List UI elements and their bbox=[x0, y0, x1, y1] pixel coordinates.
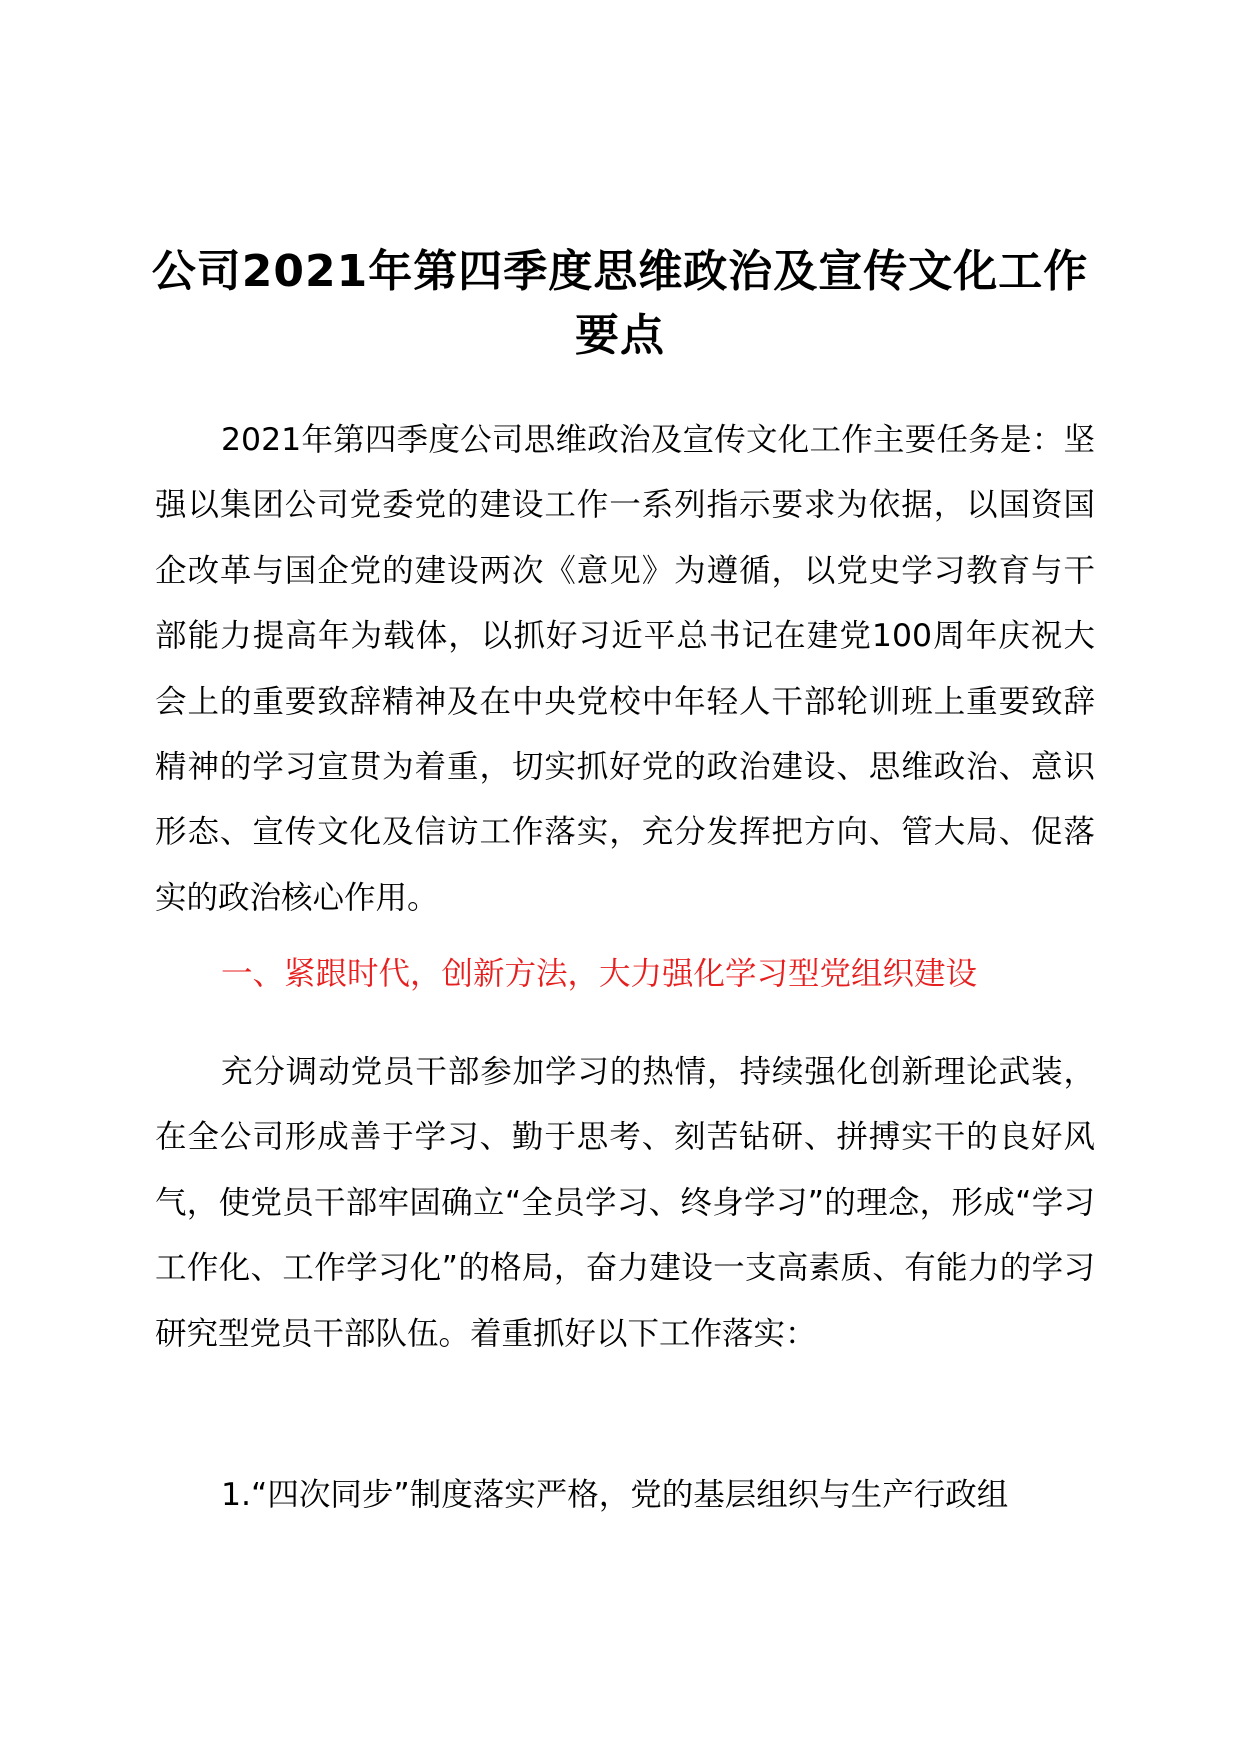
intro-paragraph: 2021年第四季度公司思维政治及宣传文化工作主要任务是：坚强以集团公司党委党的建设工作一系列指示要求为依据，以国资国企改革与国企党的建设两次《意见》为遵循，以党史学习教育与干部能力提高年为载体，以抓好习近平总书记在建党100周年庆祝大会上的重要致辞精神及在中央党校中年轻人干部轮训班上重要致辞精神的学习宣贯为着重，切实抓好党的政治建设、思维政治、意识形态、宣传文化及信访工作落实，充分发挥把方向、管大局、促落实的政治核心作用。 bbox=[155, 422, 1095, 916]
section-1-paragraph: 充分调动党员干部参加学习的热情，持续强化创新理论武装，在全公司形成善于学习、勤于思考、刻苦钻研、拼搏实干的良好风气，使党员干部牢固确立“全员学习、终身学习”的理念，形成“学习工作化、工作学习化”的格局，奋力建设一支高素质、有能力的学习研究型党员干部队伍。着重抓好以下工作落实： bbox=[155, 1054, 1095, 1352]
section-heading-1: 一、紧跟时代，创新方法，大力强化学习型党组织建设 bbox=[221, 956, 978, 992]
document-title: 公司2021年第四季度思维政治及宣传文化工作要点 bbox=[151, 246, 1089, 361]
list-item-1: 1.“四次同步”制度落实严格，党的基层组织与生产行政组 bbox=[221, 1477, 1009, 1513]
